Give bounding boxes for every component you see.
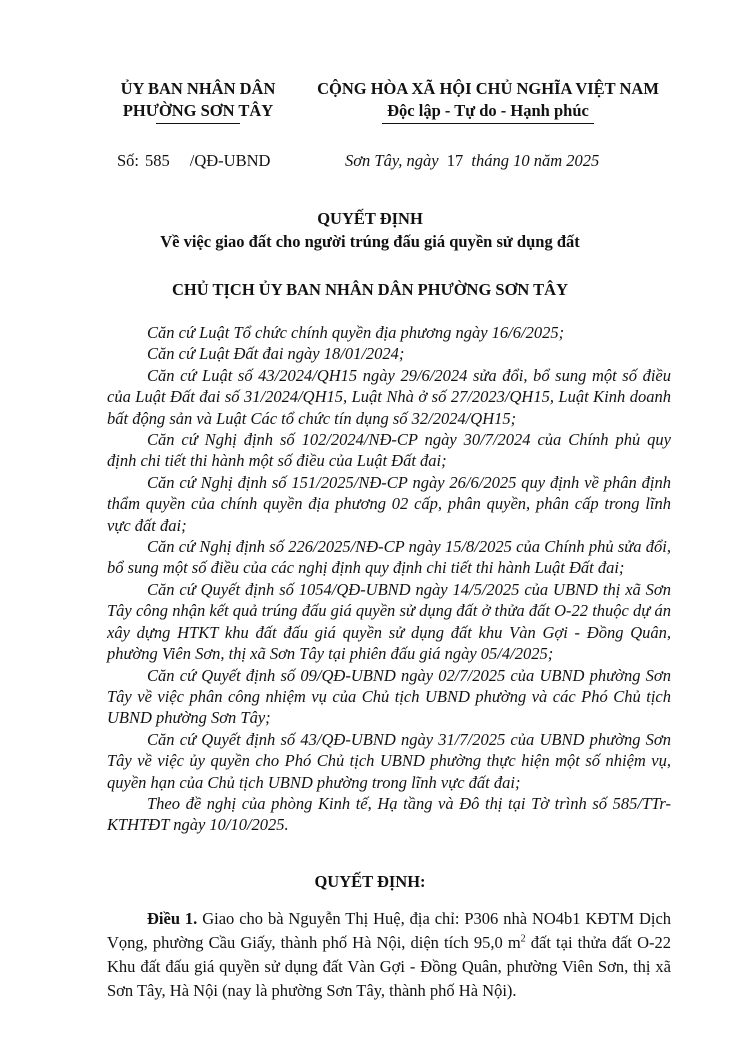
decision-heading: QUYẾT ĐỊNH: — [314, 872, 426, 891]
basis-item: Căn cứ Nghị định số 151/2025/NĐ-CP ngày 26/6/2025 quy định về phân định thẩm quyền của chính quyền địa phương 02 cấp, phân quyền, phân cấp trong lĩnh vực đất đai; — [107, 472, 671, 535]
article-1-body: Giao cho bà Nguyễn Thị Huệ, địa chỉ: P306 nhà NO4b1 KĐTM Dịch Vọng, phường Cầu Giấy, thành phố Hà Nội, diện tích 95,0 m — [107, 909, 672, 952]
authority-line-1: ỦY BAN NHÂN DÂN — [120, 79, 276, 98]
nation-name: CỘNG HÒA XÃ HỘI CHỦ NGHĨA VIỆT NAM — [317, 79, 659, 98]
date-year: năm 2025 — [533, 151, 600, 170]
article-1 — [107, 907, 671, 1003]
article-1-body-end: đất tại thửa đất O-22 Khu đất đấu giá quyền sử dụng đất Vàn Gợi - Đồng Quân, phường Viên Sơn, thị xã Sơn Tây, Hà Nội (nay là phường Sơn Tây, thành phố Hà Nội). — [107, 933, 671, 1000]
document-subject: Về việc giao đất cho người trúng đấu giá quyền sử dụng đất — [160, 232, 580, 251]
document-number — [117, 151, 270, 171]
date-month: 10 — [513, 151, 530, 170]
authority-line-2: PHƯỜNG SƠN TÂY — [122, 101, 274, 120]
basis-item: Căn cứ Luật Đất đai ngày 18/01/2024; — [147, 344, 405, 364]
authority-heading: CHỦ TỊCH ỦY BAN NHÂN DÂN PHƯỜNG SƠN TÂY — [171, 280, 569, 299]
document-title: QUYẾT ĐỊNH — [317, 209, 423, 228]
area-unit-superscript: 2 — [520, 933, 526, 945]
date-prefix: Sơn Tây, ngày — [345, 151, 439, 170]
basis-item: Theo đề nghị của phòng Kinh tế, Hạ tầng và Đô thị tại Tờ trình số 585/TTr-KTHTĐT ngày 10/10/2025. — [107, 793, 671, 835]
document-date — [345, 151, 599, 171]
date-day: 17 — [446, 151, 464, 170]
motto: Độc lập - Tự do - Hạnh phúc — [387, 101, 589, 120]
number-code: /QĐ-UBND — [189, 151, 271, 170]
basis-item: Căn cứ Luật số 43/2024/QH15 ngày 29/6/2024 sửa đổi, bổ sung một số điều của Luật Đất đai số 31/2024/QH15, Luật Nhà ở số 27/2023/QH15, Luật Kinh doanh bất động sản và Luật Các tổ chức tín dụng số 32/2024/QH15; — [107, 365, 671, 428]
basis-item: Căn cứ Nghị định số 102/2024/NĐ-CP ngày 30/7/2024 của Chính phủ quy định chi tiết thi hành một số điều của Luật Đất đai; — [107, 430, 671, 471]
article-1-label: Điều 1. — [147, 909, 198, 928]
basis-item: Căn cứ Nghị định số 226/2025/NĐ-CP ngày 15/8/2025 của Chính phủ sửa đổi, bổ sung một số điều của các nghị định quy định chi tiết thi hành Luật Đất đai; — [107, 537, 671, 578]
basis-item: Căn cứ Quyết định số 43/QĐ-UBND ngày 31/7/2025 của UBND phường Sơn Tây về việc ủy quyền cho Phó Chủ tịch UBND phường thực hiện một số nhiệm vụ, quyền hạn của Chủ tịch UBND phường trong lĩnh vực đất đai; — [107, 729, 671, 792]
basis-item: Căn cứ Quyết định số 09/QĐ-UBND ngày 02/7/2025 của UBND phường Sơn Tây về việc phân công nhiệm vụ của Chủ tịch UBND phường và các Phó Chủ tịch UBND phường Sơn Tây; — [107, 665, 671, 728]
basis-item: Căn cứ Quyết định số 1054/QĐ-UBND ngày 14/5/2025 của UBND thị xã Sơn Tây công nhận kết quả trúng đấu giá quyền sử dụng đất ở thửa đất O-22 thuộc dự án xây dựng HTKT khu đất đấu giá quyền sử dụng đất khu Vàn Gợi - Đồng Quân, phường Viên Sơn, thị xã Sơn Tây tại phiên đấu giá ngày 05/4/2025; — [107, 579, 671, 664]
article-1-text — [107, 907, 671, 1003]
date-month-label: tháng — [471, 151, 509, 170]
number-value: 585 — [145, 151, 170, 170]
legal-bases — [107, 322, 671, 836]
authority-underline — [156, 123, 240, 124]
number-label: Số: — [117, 151, 140, 170]
basis-item: Căn cứ Luật Tổ chức chính quyền địa phương ngày 16/6/2025; — [147, 323, 565, 342]
issuing-authority — [103, 78, 293, 124]
national-motto — [295, 78, 681, 124]
motto-underline — [382, 123, 594, 124]
